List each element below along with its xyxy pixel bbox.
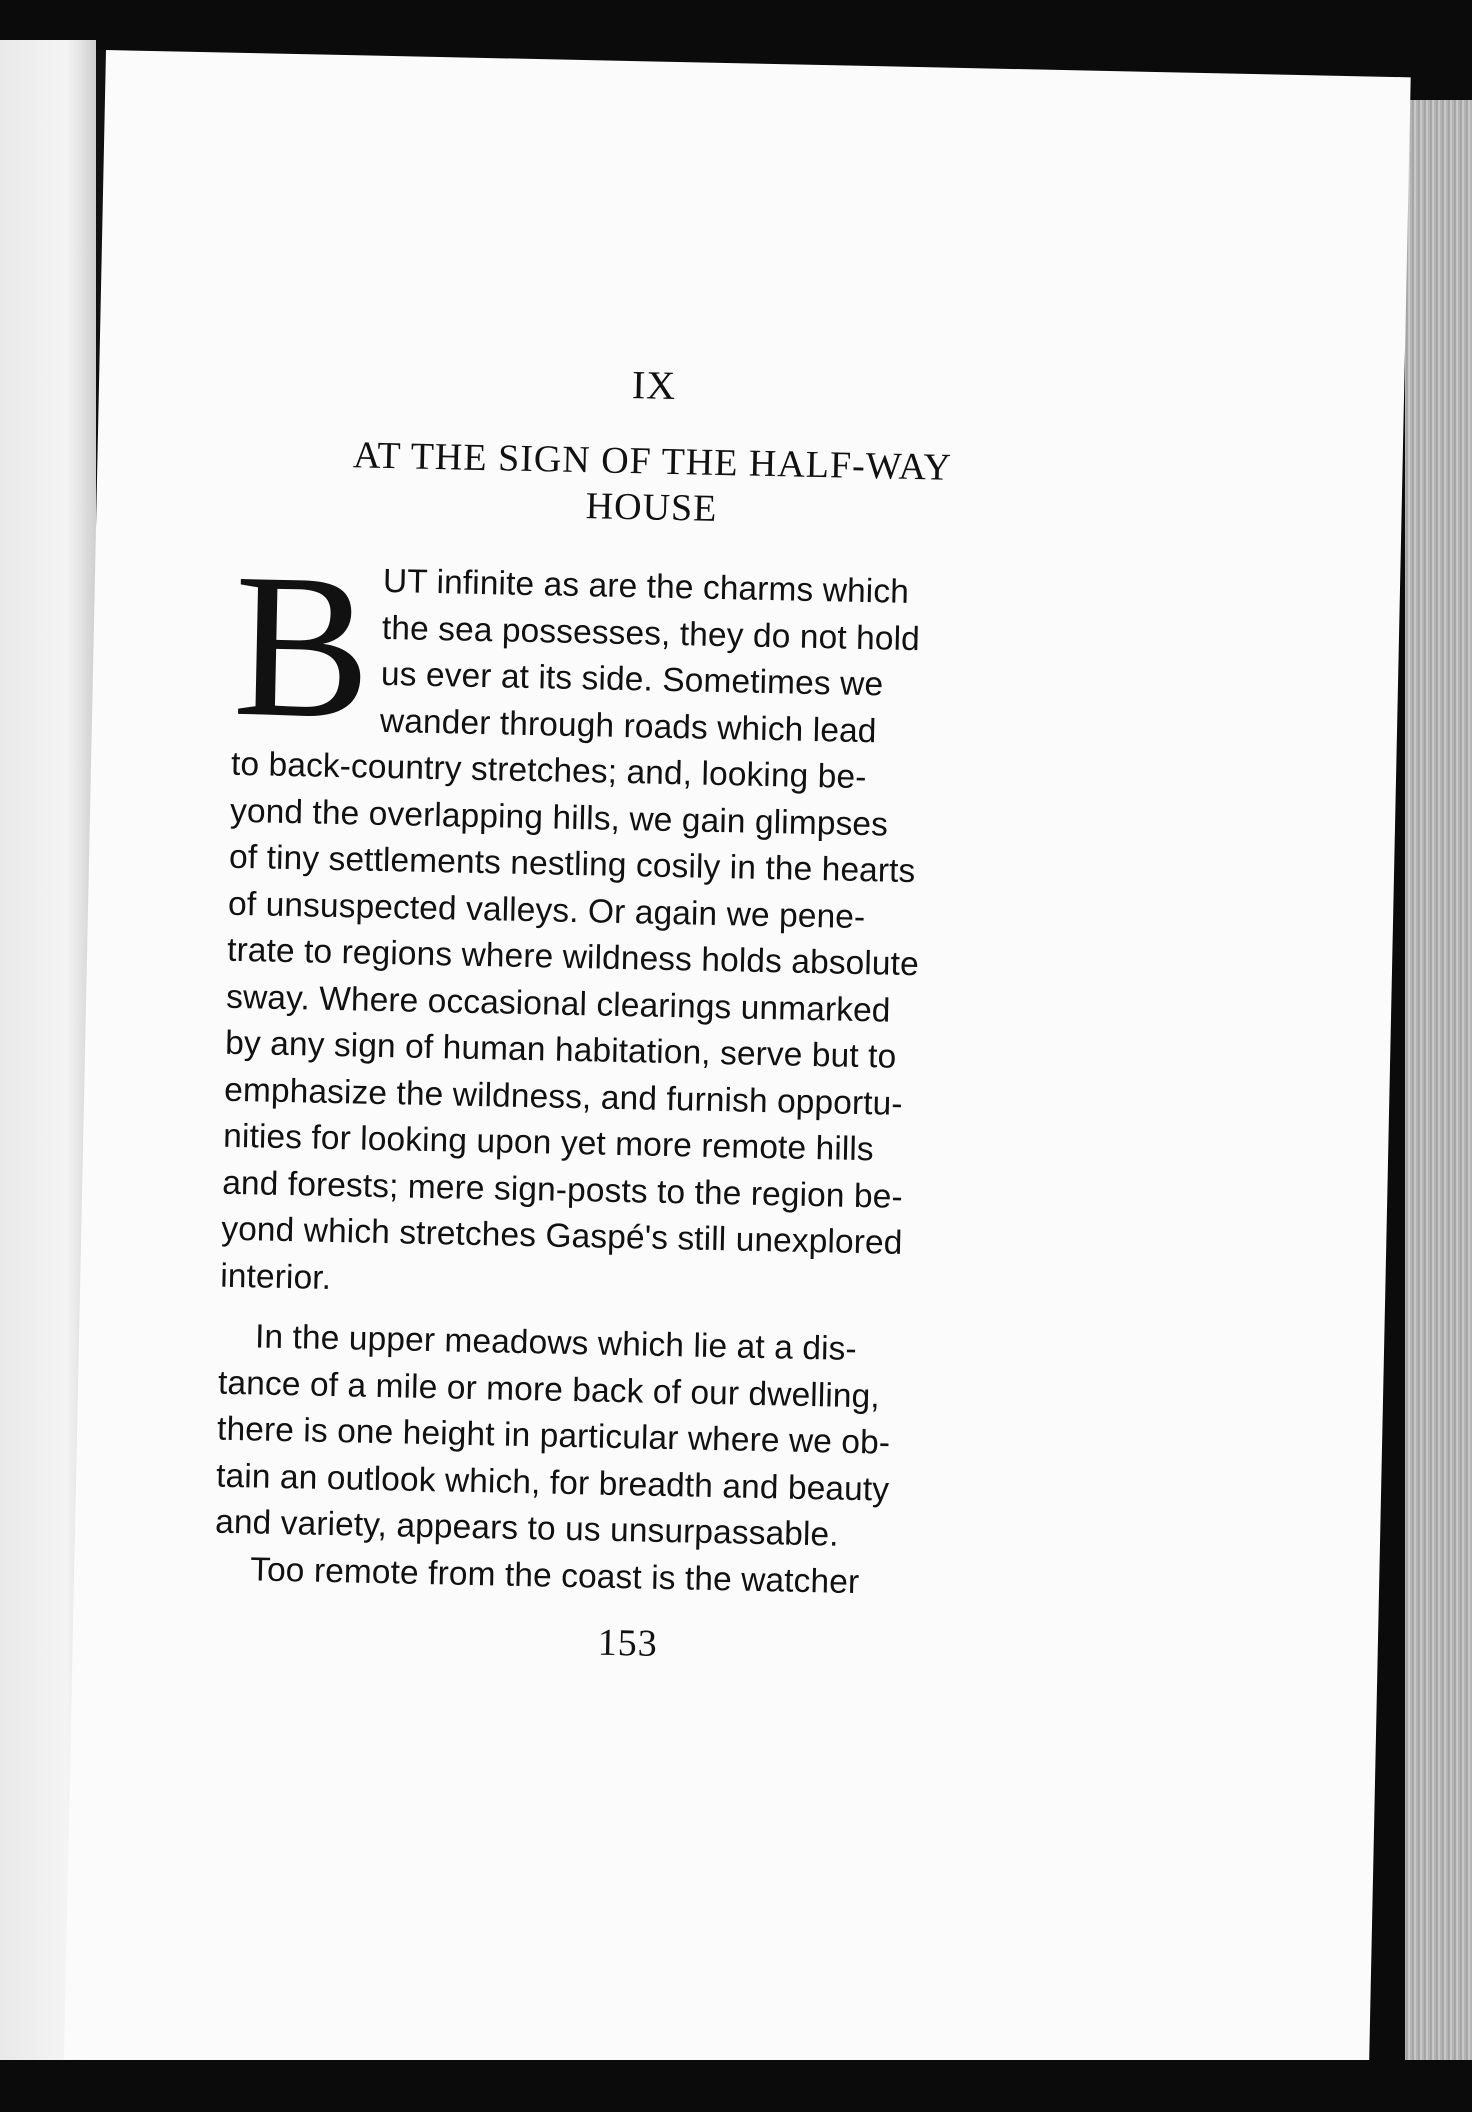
- page-text-block: [212, 353, 1069, 1674]
- text-line: interior.: [219, 1257, 332, 1297]
- text-line: tain an outlook which, for breadth and beauty: [215, 1457, 890, 1509]
- text-line: nities for looking upon yet more remote hills: [222, 1117, 875, 1169]
- chapter-title-line-2: HOUSE: [585, 485, 718, 530]
- text-line: emphasize the wildness, and furnish opportu-: [223, 1071, 904, 1123]
- book-page: [64, 50, 1411, 2087]
- text-line: there is one height in particular where we ob-: [216, 1410, 891, 1462]
- text-line: sway. Where occasional clearings unmarked: [225, 978, 891, 1030]
- text-line: In the upper meadows which lie at a dis-: [254, 1318, 858, 1369]
- text-line: Too remote from the coast is the watcher: [249, 1550, 860, 1601]
- text-line: and forests; mere sign-posts to the region be-: [221, 1164, 904, 1216]
- text-line: of tiny settlements nestling cosily in the hearts: [228, 838, 916, 891]
- text-line: wander through roads which lead: [379, 702, 877, 750]
- text-line: us ever at its side. Sometimes we: [380, 655, 884, 704]
- text-line: UT infinite as are the charms which: [382, 562, 910, 611]
- paragraph-2: [215, 1314, 1050, 1564]
- chapter-number: IX: [631, 362, 677, 409]
- text-line: to back-country stretches; and, looking be-: [230, 745, 867, 797]
- chapter-title: [236, 430, 1068, 539]
- chapter-title-line-1: AT THE SIGN OF THE HALF-WAY: [352, 434, 953, 489]
- text-line: by any sign of human habitation, serve but to: [224, 1024, 897, 1076]
- bottom-shadow: [0, 2060, 1472, 2112]
- text-line: trate to regions where wildness holds absolute: [226, 931, 920, 984]
- text-line: of unsuspected valleys. Or again we pene-: [227, 885, 866, 936]
- drop-cap: B: [231, 529, 374, 762]
- page-number: 153: [597, 1621, 659, 1665]
- page-edges: [1405, 100, 1472, 2090]
- text-line: yond the overlapping hills, we gain glimpses: [229, 792, 889, 844]
- paragraph-1: [219, 529, 1065, 1317]
- text-line: tance of a mile or more back of our dwelling,: [217, 1364, 881, 1415]
- text-line: the sea possesses, they do not hold: [381, 609, 921, 658]
- text-line: yond which stretches Gaspé's still unexplored: [220, 1210, 903, 1262]
- text-line: and variety, appears to us unsurpassable.: [214, 1503, 840, 1554]
